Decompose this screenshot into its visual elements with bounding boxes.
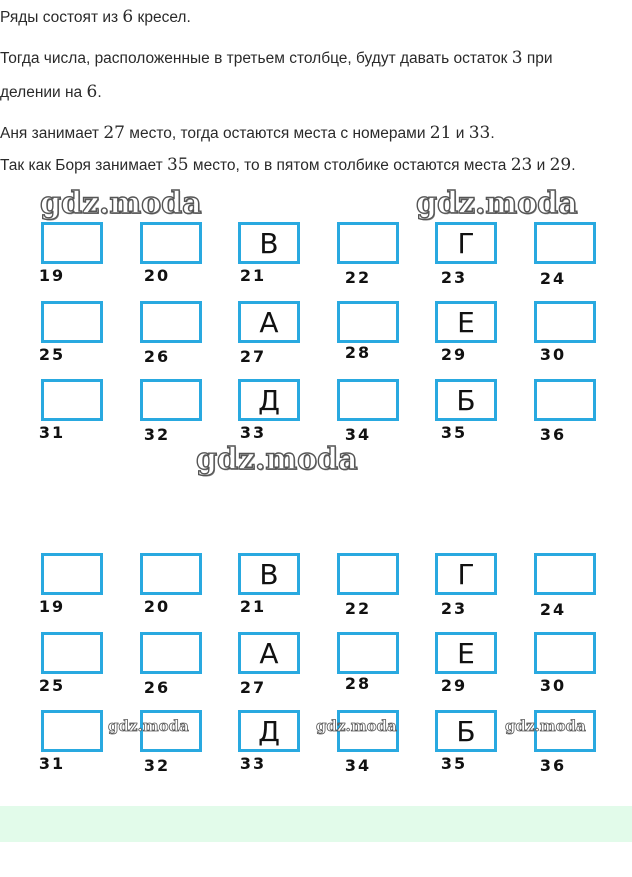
watermark: gdz.moda [196,442,358,477]
seat-number: 31 [38,754,66,773]
seat-number: 32 [143,756,171,775]
seat-box [534,553,596,595]
seat-box [238,553,300,595]
seat-box [337,632,399,674]
watermark: gdz.moda [505,717,586,735]
seat-number: 24 [539,269,567,288]
seat-box [140,632,202,674]
seat-box [140,379,202,421]
seat-number: 19 [38,266,66,285]
seat-letter: А [259,637,279,670]
seat-number: 27 [239,347,267,366]
seat-number: 29 [440,676,468,695]
seat-box [41,301,103,343]
seat-number: 33 [239,754,267,773]
seat-number: 22 [344,268,372,287]
seat-number: 27 [239,678,267,697]
seat-letter: Д [258,384,280,417]
seat-number: 35 [440,754,468,773]
seat-number: 28 [344,674,372,693]
line-rows-info: Ряды состоят из 6 кресел. [0,7,191,27]
line-anya: Аня занимает 27 место, тогда остаются места с номерами 21 и 33. [0,123,495,143]
seat-box [435,379,497,421]
watermark: gdz.moda [40,186,202,221]
seat-box [435,301,497,343]
seat-number: 23 [440,268,468,287]
line-division: делении на 6. [0,82,102,102]
seat-letter: Б [456,384,476,417]
seat-number: 26 [143,678,171,697]
seat-box [435,710,497,752]
seat-box [238,710,300,752]
seat-number: 24 [539,600,567,619]
seat-letter: В [259,558,279,591]
seat-number: 35 [440,423,468,442]
seat-number: 30 [539,345,567,364]
seat-box [337,379,399,421]
seat-box [435,553,497,595]
line-third-column: Тогда числа, расположенные в третьем столбце, будут давать остаток 3 при [0,48,553,68]
seat-box [337,222,399,264]
seat-number: 36 [539,425,567,444]
seat-box [140,553,202,595]
seat-number: 25 [38,345,66,364]
seat-box [41,553,103,595]
seat-number: 30 [539,676,567,695]
seat-number: 36 [539,756,567,775]
seat-letter: В [259,227,279,260]
watermark: gdz.moda [316,717,397,735]
seat-box [41,379,103,421]
seat-letter: Д [258,715,280,748]
line-borya: Так как Боря занимает 35 место, то в пятом столбике остаются места 23 и 29. [0,155,576,175]
seating-figure-2 [0,553,632,778]
seat-box [238,301,300,343]
seat-box [238,379,300,421]
seat-number: 34 [344,425,372,444]
seat-number: 33 [239,423,267,442]
seat-number: 20 [143,266,171,285]
seat-box [435,632,497,674]
seat-box [140,222,202,264]
seat-number: 21 [239,266,267,285]
seat-number: 21 [239,597,267,616]
seat-box [534,379,596,421]
seat-letter: А [259,306,279,339]
seat-box [534,632,596,674]
seat-box [238,222,300,264]
watermark: gdz.moda [416,186,578,221]
seat-number: 25 [38,676,66,695]
seat-box [41,222,103,264]
seat-letter: Е [457,637,475,670]
seat-number: 34 [344,756,372,775]
seat-letter: Б [456,715,476,748]
seat-letter: Е [457,306,475,339]
seat-number: 32 [143,425,171,444]
seat-number: 19 [38,597,66,616]
seat-letter: Г [457,227,475,260]
seat-number: 26 [143,347,171,366]
seating-figure-1 [0,222,632,447]
seat-number: 31 [38,423,66,442]
seat-number: 22 [344,599,372,618]
seat-box [534,222,596,264]
seat-box [140,301,202,343]
seat-number: 28 [344,343,372,362]
footer-band [0,806,632,842]
seat-box [41,710,103,752]
seat-number: 29 [440,345,468,364]
seat-box [534,301,596,343]
seat-box [337,301,399,343]
seat-letter: Г [457,558,475,591]
seat-box [41,632,103,674]
seat-number: 23 [440,599,468,618]
seat-number: 20 [143,597,171,616]
seat-box [337,553,399,595]
seat-box [238,632,300,674]
watermark: gdz.moda [108,717,189,735]
seat-box [435,222,497,264]
